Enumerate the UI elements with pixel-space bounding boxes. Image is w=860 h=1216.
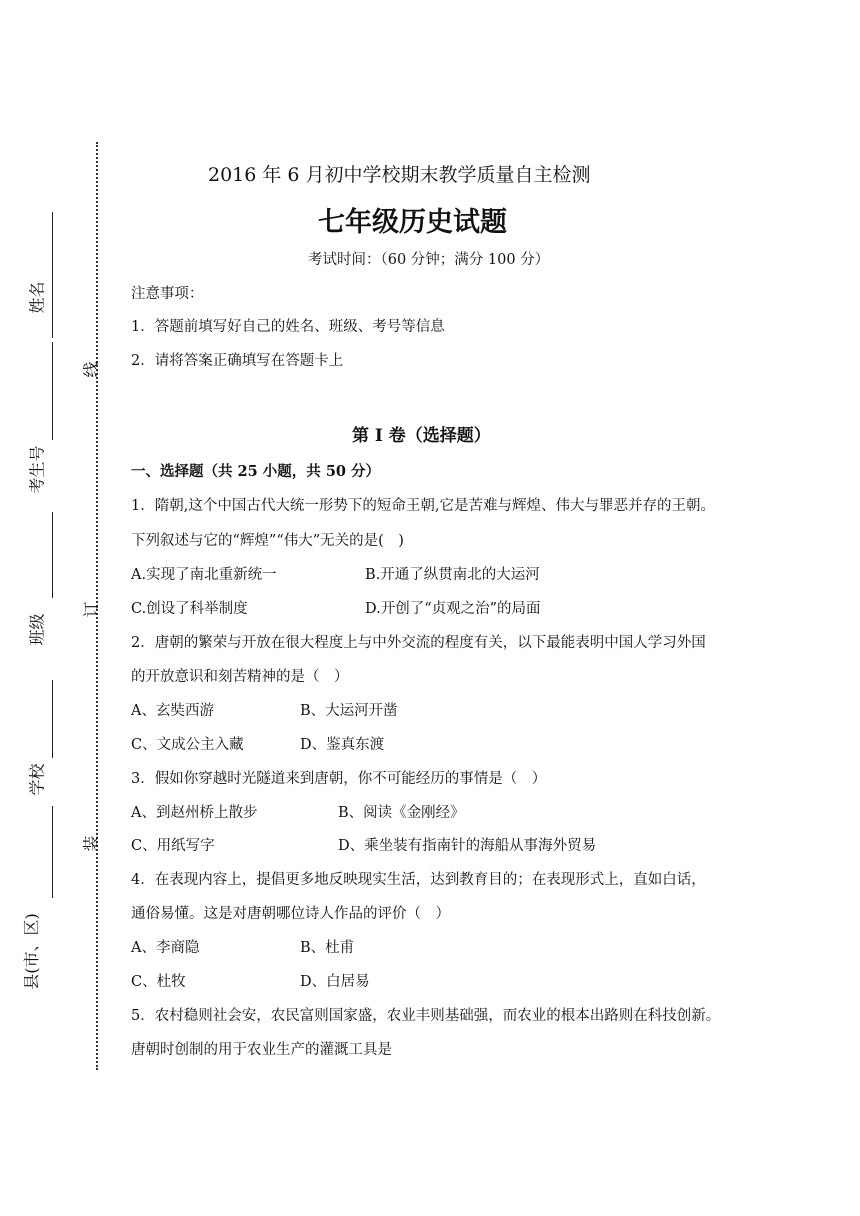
school-label: 学校 xyxy=(27,763,47,796)
subject-title: 七年级历史试题 xyxy=(318,207,507,238)
notice-item: 2．请将答案正确填写在答题卡上 xyxy=(131,353,344,369)
notice-heading: 注意事项： xyxy=(131,286,204,302)
name-blank-line[interactable] xyxy=(52,212,53,338)
option-d: D、白居易 xyxy=(300,974,370,990)
question-stem: 1．隋朝,这个中国古代大统一形势下的短命王朝,它是苦难与辉煌、伟大与罪恶并存的王朝。 xyxy=(131,498,715,514)
option-a: A、李商隐 xyxy=(131,940,200,956)
candidate-number-blank-line[interactable] xyxy=(52,342,53,440)
question-stem: 的开放意识和刻苦精神的是（ ） xyxy=(131,669,349,685)
question-stem: 4．在表现内容上，提倡更多地反映现实生活，达到教育目的；在表现形式上，直如白话， xyxy=(131,872,706,888)
notice-item: 1．答题前填写好自己的姓名、班级、考号等信息 xyxy=(131,319,445,335)
option-b: B.开通了纵贯南北的大运河 xyxy=(365,567,540,583)
option-b: B、大运河开凿 xyxy=(300,703,398,719)
option-a: A.实现了南北重新统一 xyxy=(131,567,277,583)
option-b: B、杜甫 xyxy=(300,940,355,956)
exam-info: 考试时间：（60 分钟；满分 100 分） xyxy=(308,252,550,268)
option-c: C、杜牧 xyxy=(131,974,186,990)
option-c: C、用纸写字 xyxy=(131,838,215,854)
candidate-number-label: 考生号 xyxy=(27,445,47,494)
option-d: D、鉴真东渡 xyxy=(300,737,385,753)
bind-word: 装 xyxy=(81,835,101,852)
staple-word: 订 xyxy=(81,601,101,618)
option-d: D.开创了“贞观之治”的局面 xyxy=(365,601,541,617)
question-stem: 3．假如你穿越时光隧道来到唐朝，你不可能经历的事情是（ ） xyxy=(131,771,547,787)
option-c: C、文成公主入藏 xyxy=(131,737,244,753)
option-c: C.创设了科举制度 xyxy=(131,601,248,617)
question-stem: 下列叙述与它的“辉煌”“伟大”无关的是( ) xyxy=(131,533,404,549)
question-stem: 唐朝时创制的用于农业生产的灌溉工具是 xyxy=(131,1042,392,1058)
question-stem: 5．农村稳则社会安，农民富则国家盛，农业丰则基础强，而农业的根本出路则在科技创新。 xyxy=(131,1008,721,1024)
cut-line-word: 线 xyxy=(81,361,101,378)
county-label: 县(市、区) xyxy=(21,913,41,990)
school-blank-line[interactable] xyxy=(52,680,53,758)
section-title: 第 I 卷（选择题） xyxy=(352,426,491,446)
part-heading: 一、选择题（共 25 小题，共 50 分） xyxy=(131,463,381,480)
question-stem: 2．唐朝的繁荣与开放在很大程度上与中外交流的程度有关，以下最能表明中国人学习外国 xyxy=(131,635,706,651)
name-label: 姓名 xyxy=(27,281,47,314)
class-blank-line[interactable] xyxy=(52,512,53,598)
option-b: B、阅读《金刚经》 xyxy=(338,805,465,821)
question-stem: 通俗易懂。这是对唐朝哪位诗人作品的评价（ ） xyxy=(131,906,450,922)
option-a: A、玄奘西游 xyxy=(131,703,214,719)
exam-title: 2016 年 6 月初中学校期末教学质量自主检测 xyxy=(208,164,591,186)
county-blank-line[interactable] xyxy=(52,806,53,898)
option-d: D、乘坐装有指南针的海船从事海外贸易 xyxy=(338,838,597,854)
class-label: 班级 xyxy=(27,613,47,646)
option-a: A、到赵州桥上散步 xyxy=(131,805,258,821)
